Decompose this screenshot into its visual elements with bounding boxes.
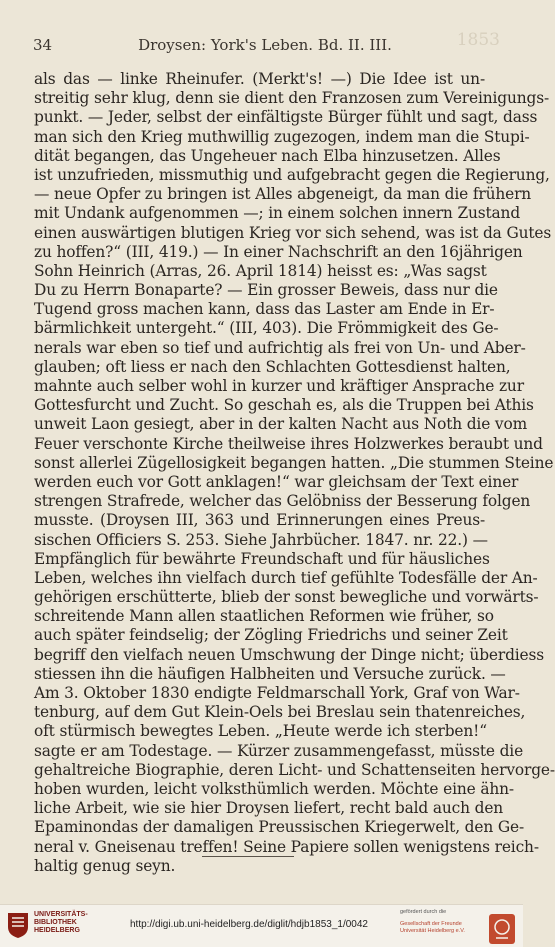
text-line: begriff den vielfach neuen Umschwung der Dinge nicht; überdiess	[34, 645, 544, 664]
body-text	[34, 70, 555, 876]
text-line: Sohn Heinrich (Arras, 26. April 1814) heisst es: „Was sagst	[34, 261, 487, 280]
text-line: streitig sehr klug, denn sie dient den Franzosen zum Vereinigungs-	[34, 89, 549, 108]
text-line: mahnte auch selber wohl in kurzer und kräftiger Ansprache zur	[34, 377, 524, 395]
text-line: einen auswärtigen blutigen Krieg vor sich sehend, was ist da Gutes	[34, 223, 552, 242]
text-line: Du zu Herrn Bonaparte? — Ein grosser Beweis, dass nur die	[34, 281, 498, 300]
text-line: — neue Opfer zu bringen ist Alles abgeneigt, da man die frühern	[34, 185, 532, 204]
library-crest-icon	[6, 911, 30, 939]
closing-rule	[202, 856, 294, 857]
text-line: liche Arbeit, wie sie hier Droysen liefert, recht bald auch den	[34, 799, 504, 818]
text-line: Epaminondas der damaligen Preussischen Kriegerwelt, den Ge-	[34, 818, 524, 837]
text-line: nerals war eben so tief und aufrichtig als frei von Un- und Aber-	[34, 338, 526, 357]
library-name: UNIVERSITÄTS-BIBLIOTHEK HEIDELBERG	[34, 911, 88, 934]
text-line: punkt. — Jeder, selbst der einfältigste Bürger fühlt und sagt, dass	[34, 108, 538, 127]
page-number: 34	[33, 36, 53, 54]
source-url-link[interactable]: http://digi.ub.uni-heidelberg.de/diglit/hdjb1853_1/0042	[130, 919, 368, 930]
text-line: Gottesfurcht und Zucht. So geschah es, als die Truppen bei Athis	[34, 396, 534, 415]
funder-name: Gesellschaft der Freunde Universität Heidelberg e.V.	[400, 921, 465, 934]
text-line: zu hoffen?“ (III, 419.) — In einer Nachschrift an den 16jährigen	[34, 242, 523, 261]
text-line: werden euch vor Gott anklagen!“ war gleichsam der Text einer	[34, 472, 519, 491]
text-line: mit Undank aufgenommen —; in einem solchen innern Zustand	[34, 204, 521, 223]
bleed-through-text: 1853	[456, 30, 500, 50]
text-line: bärmlichkeit untergeht.“ (III, 403). Die Frömmigkeit des Ge-	[34, 319, 499, 338]
text-line: gehaltreiche Biographie, deren Licht- und Schattenseiten hervorge-	[34, 760, 555, 779]
text-line: Tugend gross machen kann, dass das Laster am Ende in Er-	[34, 300, 495, 319]
running-title: Droysen: York's Leben. Bd. II. III.	[138, 36, 392, 54]
text-line: schreitende Mann allen staatlichen Reformen wie früher, so	[34, 607, 494, 626]
text-line: Empfänglich für bewährte Freundschaft und für häusliches	[34, 549, 490, 568]
text-line: man sich den Krieg muthwillig zugezogen, indem man die Stupi-	[34, 127, 530, 146]
text-line: unweit Laon gesiegt, aber in der kalten Nacht aus Noth die vom	[34, 415, 528, 434]
text-line: tenburg, auf dem Gut Klein-Oels bei Breslau sein thatenreiches,	[34, 703, 526, 722]
text-line: sischen Officiers S. 253. Siehe Jahrbücher. 1847. nr. 22.) —	[34, 530, 488, 549]
page-header	[30, 30, 500, 58]
text-line: stiessen ihn die häufigen Halbheiten und Versuche zurück. —	[34, 664, 506, 683]
text-line: Am 3. Oktober 1830 endigte Feldmarschall York, Graf von War-	[34, 684, 520, 702]
text-line: glauben; oft liess er nach den Schlachten Gottesdienst halten,	[34, 357, 511, 376]
text-line: dität begangen, das Ungeheuer nach Elba hinzusetzen. Alles	[34, 146, 501, 165]
text-line: ist unzufrieden, missmuthig und aufgebracht gegen die Regierung,	[34, 165, 550, 184]
funder-seal-icon	[488, 913, 516, 945]
text-line: sonst allerlei Zügellosigkeit begangen hatten. „Die stummen Steine	[34, 453, 554, 472]
text-line: neral v. Gneisenau treffen! Seine Papiere sollen wenigstens reich-	[34, 837, 539, 856]
text-line: oft stürmisch bewegtes Leben. „Heute werde ich sterben!“	[34, 722, 487, 741]
text-line: als das — linke Rheinufer. (Merkt's! —) Die Idee ist un-	[34, 70, 485, 88]
funded-by-label: gefördert durch die	[400, 909, 447, 915]
text-line: strengen Strafrede, welcher das Gelöbniss der Besserung folgen	[34, 492, 531, 511]
text-line: musste. (Droysen III, 363 und Erinnerungen eines Preus-	[34, 511, 485, 530]
text-line: hoben wurden, leicht volksthümlich werden. Möchte eine ähn-	[34, 779, 514, 798]
text-line: auch später feindselig; der Zögling Friedrichs und seiner Zeit	[34, 626, 508, 645]
text-line: gehörigen erschütterte, blieb der sonst bewegliche und vorwärts-	[34, 588, 539, 607]
footer-bar	[0, 904, 523, 947]
text-line: sagte er am Todestage. — Kürzer zusammengefasst, müsste die	[34, 741, 524, 760]
text-line: Leben, welches ihn vielfach durch tief gefühlte Todesfälle der An-	[34, 568, 538, 587]
text-line: haltig genug seyn.	[34, 856, 176, 875]
text-line: Feuer verschonte Kirche theilweise ihres Holzwerkes beraubt und	[34, 434, 543, 453]
